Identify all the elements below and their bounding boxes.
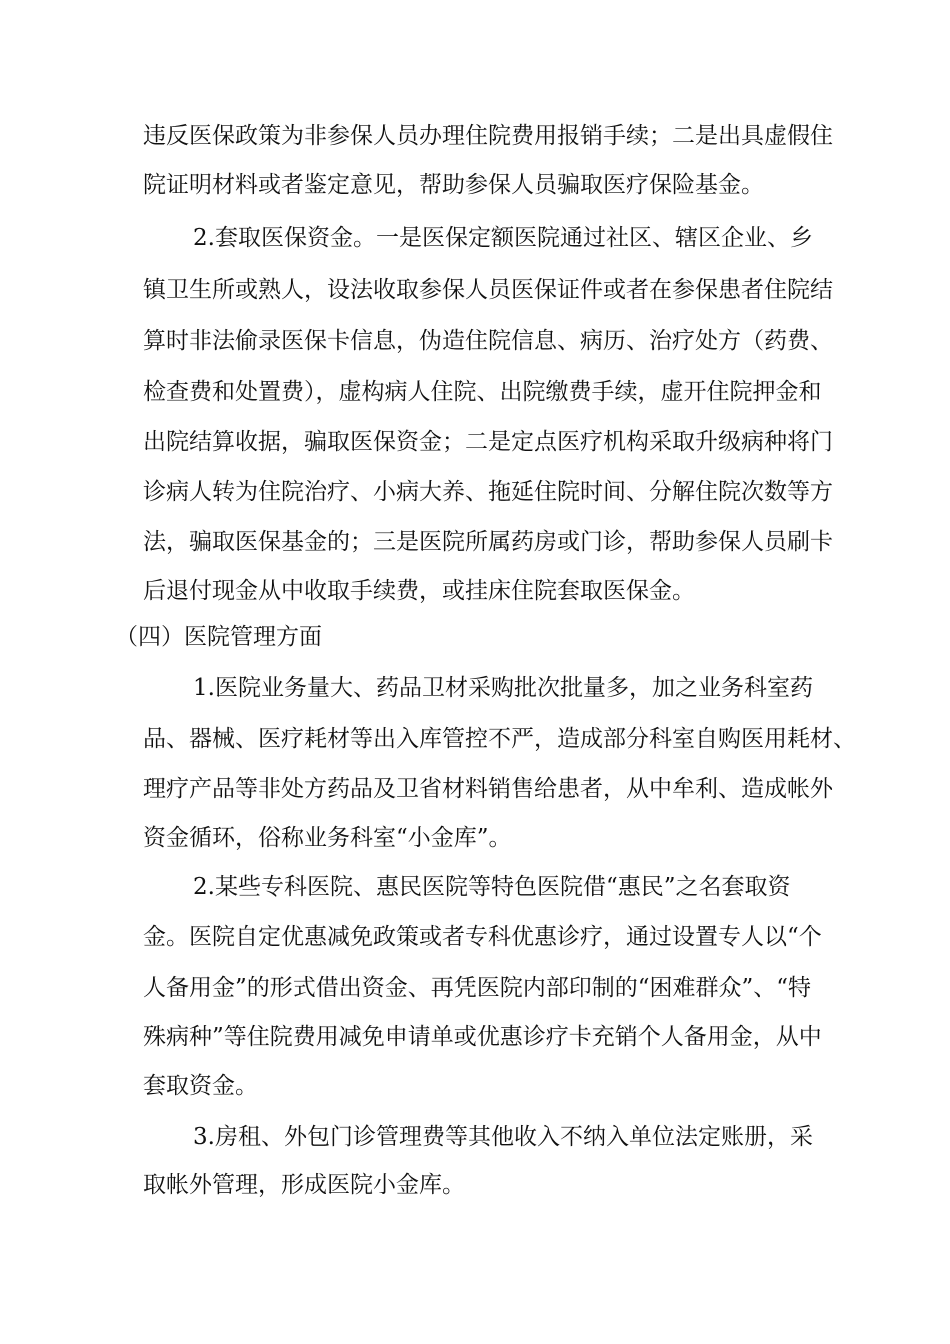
- line-text: 金。医院自定优惠减免政策或者专科优惠诊疗，通过设置专人以“个: [143, 924, 822, 950]
- line-text: 检查费和处置费），虚构病人住院、出院缴费手续，虚开住院押金和: [143, 379, 822, 405]
- line-text: 2.套取医保资金。一是医保定额医院通过社区、辖区企业、乡: [193, 225, 813, 251]
- line-text: 人备用金”的形式借出资金、再凭医院内部印制的“困难群众”、“特: [143, 975, 812, 1001]
- line-text: 算时非法偷录医保卡信息，伪造住院信息、病历、治疗处方（药费、: [143, 328, 833, 354]
- line-text: 品、器械、医疗耗材等出入库管控不严，造成部分科室自购医用耗材、: [143, 726, 856, 752]
- line-text: 3.房租、外包门诊管理费等其他收入不纳入单位法定账册，采: [193, 1124, 813, 1150]
- line-text: 违反医保政策为非参保人员办理住院费用报销手续；二是出具虚假住: [143, 123, 833, 149]
- line-text: 1.医院业务量大、药品卫材采购批次批量多，加之业务科室药: [193, 675, 813, 701]
- line-text: 院证明材料或者鉴定意见，帮助参保人员骗取医疗保险基金。: [143, 172, 764, 198]
- line-text: 2.某些专科医院、惠民医院等特色医院借“惠民”之名套取资: [193, 874, 791, 900]
- line-text: 资金循环，俗称业务科室“小金库”。: [143, 825, 512, 851]
- heading-text: （四）医院管理方面: [115, 624, 322, 650]
- line-text: 取帐外管理，形成医院小金库。: [143, 1172, 465, 1198]
- line-text: 殊病种”等住院费用减免申请单或优惠诊疗卡充销个人备用金，从中: [143, 1024, 822, 1050]
- line-text: 套取资金。: [143, 1073, 258, 1099]
- line-text: 镇卫生所或熟人，设法收取参保人员医保证件或者在参保患者住院结: [143, 277, 833, 303]
- line-text: 出院结算收据，骗取医保资金；二是定点医疗机构采取升级病种将门: [143, 429, 833, 455]
- line-text: 法，骗取医保基金的；三是医院所属药房或门诊，帮助参保人员刷卡: [143, 529, 833, 555]
- line-text: 理疗产品等非处方药品及卫省材料销售给患者，从中牟利、造成帐外: [143, 776, 833, 802]
- line-text: 后退付现金从中收取手续费，或挂床住院套取医保金。: [143, 578, 695, 604]
- line-text: 诊病人转为住院治疗、小病大养、拖延住院时间、分解住院次数等方: [143, 479, 833, 505]
